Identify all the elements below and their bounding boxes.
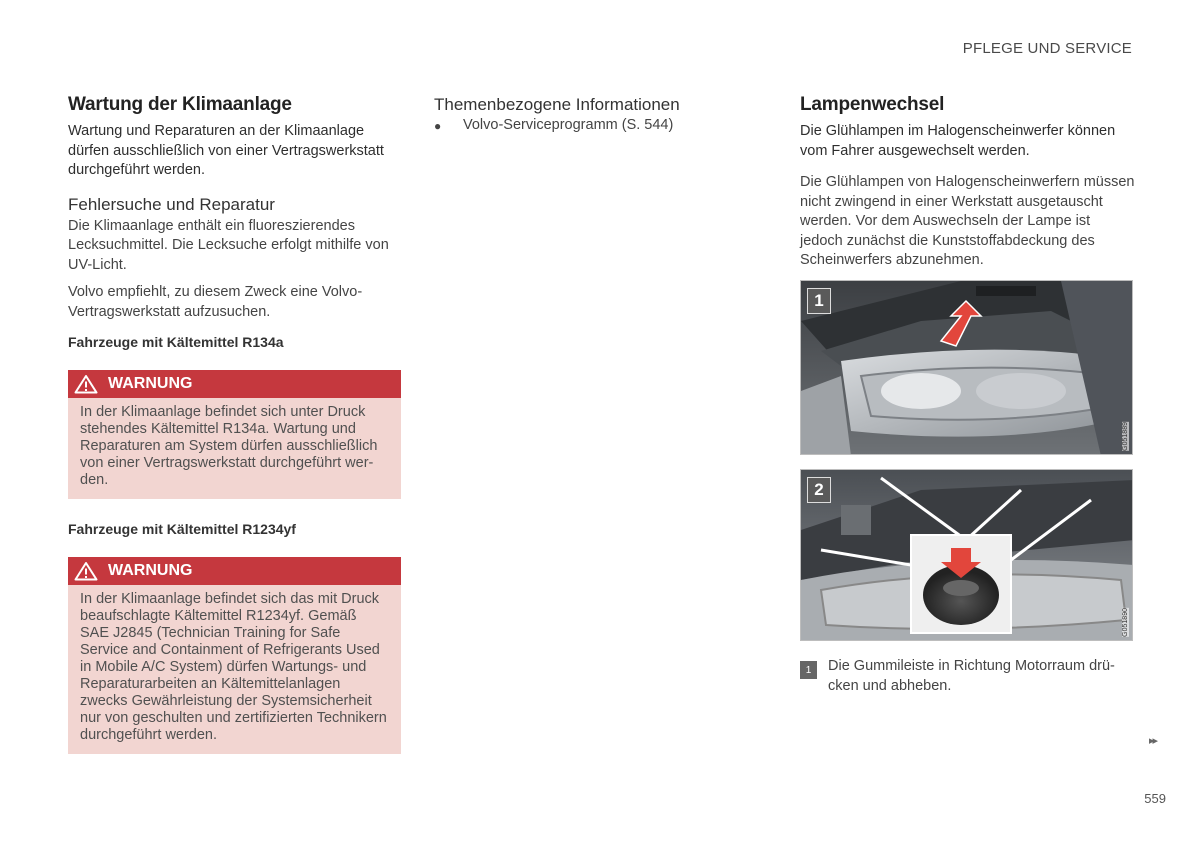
warning-box-r1234yf bbox=[68, 557, 401, 754]
right-column bbox=[800, 94, 1136, 271]
headlamp-photo-1 bbox=[800, 280, 1133, 455]
page-number: 559 bbox=[1144, 791, 1166, 806]
photo-step-label: 1 bbox=[807, 288, 831, 314]
warning-header bbox=[68, 557, 401, 585]
lamp-p1: Die Glühlampen von Halogenscheinwerfern müssen nicht zwingend in einer Werkstatt ausgetauscht werden. Vor dem Auswechseln der Lampe ist jedoch zunächst die Kunststoffabdeckung des Scheinwerfers abzunehmen. bbox=[800, 174, 1135, 268]
photo-step-label: 2 bbox=[807, 477, 831, 503]
lamp-replacement-title: Lampenwechsel bbox=[800, 94, 945, 115]
climate-maintenance-title: Wartung der Klimaanlage bbox=[68, 94, 292, 115]
troubleshooting-p2: Volvo empfiehlt, zu diesem Zweck eine Volvo-Vertragswerkstatt aufzusuchen. bbox=[68, 284, 363, 320]
warning-label: WARNUNG bbox=[108, 375, 193, 392]
photo-code: G051889 bbox=[1122, 422, 1129, 451]
related-info-title: Themenbezogene Informationen bbox=[434, 95, 680, 114]
r134a-heading: Fahrzeuge mit Kältemittel R134a bbox=[68, 334, 284, 350]
middle-column bbox=[434, 94, 754, 133]
bullet-icon: ● bbox=[434, 119, 442, 133]
climate-intro: Wartung und Reparaturen an der Klimaanlage dürfen ausschließlich von einer Vertragswerkstatt durchgeführt werden. bbox=[68, 123, 384, 178]
left-column bbox=[68, 94, 402, 754]
troubleshooting-p1: Die Klimaanlage enthält ein fluoreszierendes Lecksuchmittel. Die Lecksuche erfolgt mithilfe von UV-Licht. bbox=[68, 217, 389, 273]
warning-box-r134a bbox=[68, 370, 401, 499]
continue-arrows-icon: ▸▸ bbox=[1149, 735, 1157, 747]
section-header: PFLEGE UND SERVICE bbox=[962, 40, 1132, 57]
headlamp-photo-2 bbox=[800, 469, 1133, 641]
lamp-intro: Die Glühlampen im Halogenscheinwerfer können vom Fahrer ausgewechselt werden. bbox=[800, 123, 1116, 159]
warning-triangle-icon bbox=[74, 374, 98, 394]
callout-text: Die Gummileiste in Richtung Motorraum drücken und abheben. bbox=[828, 658, 1115, 694]
headlamp-illustration bbox=[801, 281, 1133, 455]
related-link[interactable]: Volvo-Serviceprogramm (S. 544) bbox=[463, 117, 674, 133]
warning-triangle-icon bbox=[74, 561, 98, 581]
warning-header bbox=[68, 370, 401, 398]
cover-clip-illustration bbox=[801, 470, 1133, 641]
warning-label: WARNUNG bbox=[108, 562, 193, 579]
troubleshooting-title: Fehlersuche und Reparatur bbox=[68, 194, 275, 214]
callout-number-badge: 1 bbox=[800, 661, 817, 679]
warning-text: In der Klimaanlage befindet sich das mit Druck beaufschlagte Kältemittel R1234yf. Gemäß SAE J2845 (Technician Training for Safe Service and Containment of Refrigerants Used in Mobile A/C System) dürfen Wartungs- und Reparaturarbeiten an Kältemittelanlagen zwecks Gewährleistung der Systemsicherheit nur von geschulten und zertifizierten Technikern durchgeführt werden. bbox=[80, 591, 387, 743]
photo-code: G051890 bbox=[1122, 608, 1129, 637]
r1234yf-heading: Fahrzeuge mit Kältemittel R1234yf bbox=[68, 521, 296, 537]
warning-text: In der Klimaanlage befindet sich unter Druck stehendes Kältemittel R134a. Wartung und Reparaturen am System dürfen ausschließlich von einer Vertragswerkstatt durchgeführt werden. bbox=[80, 404, 378, 488]
related-link-item[interactable] bbox=[434, 117, 754, 133]
step-callout bbox=[800, 656, 1136, 696]
